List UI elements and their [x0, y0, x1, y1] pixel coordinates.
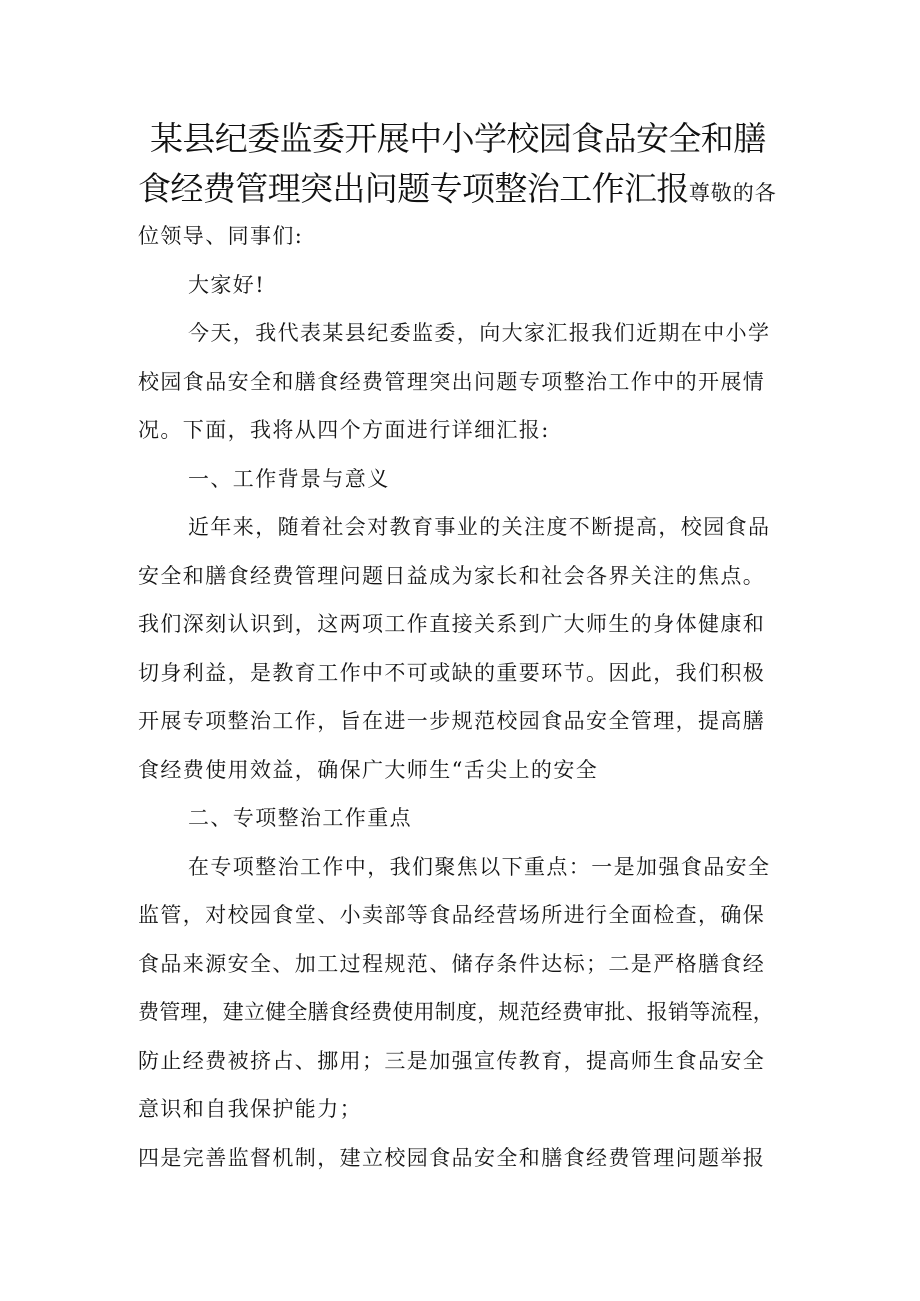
intro-paragraph-line: 今天，我代表某县纪委监委，向大家汇报我们近期在中小学	[188, 321, 771, 345]
title-line-2	[138, 164, 798, 218]
focus-paragraph-line: 意识和自我保护能力；	[138, 1097, 362, 1121]
focus-paragraph-line: 食品来源安全、加工过程规范、储存条件达标；二是严格膳食经	[138, 951, 766, 976]
title-line-1: 某县纪委监委开展中小学校园食品安全和膳	[150, 119, 766, 158]
focus-paragraph-line: 监管，对校园食堂、小卖部等食品经营场所进行全面检查，确保	[138, 903, 766, 927]
background-paragraph-line: 切身利益，是教育工作中不可或缺的重要环节。因此，我们积极	[138, 660, 766, 685]
section-heading-2: 二、专项整治工作重点	[188, 806, 412, 830]
report-title	[138, 114, 798, 218]
background-paragraph-line: 我们深刻认识到，这两项工作直接关系到广大师生的身体健康和	[138, 612, 766, 636]
section-heading-1: 一、工作背景与意义	[188, 466, 390, 491]
greeting-line: 位领导、同事们:	[138, 224, 304, 248]
focus-paragraph-line: 费管理，建立健全膳食经费使用制度，规范经费审批、报销等流程，	[138, 1000, 774, 1024]
salutation-line: 大家好!	[188, 272, 266, 297]
background-paragraph-line: 食经费使用效益，确保广大师生“舌尖上的安全	[138, 757, 599, 782]
intro-paragraph-line: 况。下面，我将从四个方面进行详细汇报:	[138, 418, 550, 442]
background-paragraph-line: 安全和膳食经费管理问题日益成为家长和社会各界关注的焦点。	[138, 563, 766, 588]
report-body	[138, 212, 798, 1182]
focus-paragraph-line: 防止经费被挤占、挪用；三是加强宣传教育，提高师生食品安全	[138, 1048, 766, 1073]
title-line-2-text: 食经费管理突出问题专项整治工作汇报	[138, 169, 689, 208]
background-paragraph-line: 开展专项整治工作，旨在进一步规范校园食品安全管理，提高膳	[138, 709, 766, 733]
focus-paragraph-line: 四是完善监督机制，建立校园食品安全和膳食经费管理问题举报	[138, 1145, 766, 1170]
background-paragraph-line: 近年来，随着社会对教育事业的关注度不断提高，校园食品	[188, 515, 771, 539]
focus-paragraph-line: 在专项整治工作中，我们聚焦以下重点：一是加强食品安全	[188, 854, 771, 879]
greeting-start: 尊敬的各	[688, 181, 777, 205]
intro-paragraph-line: 校园食品安全和膳食经费管理突出问题专项整治工作中的开展情	[138, 369, 766, 394]
